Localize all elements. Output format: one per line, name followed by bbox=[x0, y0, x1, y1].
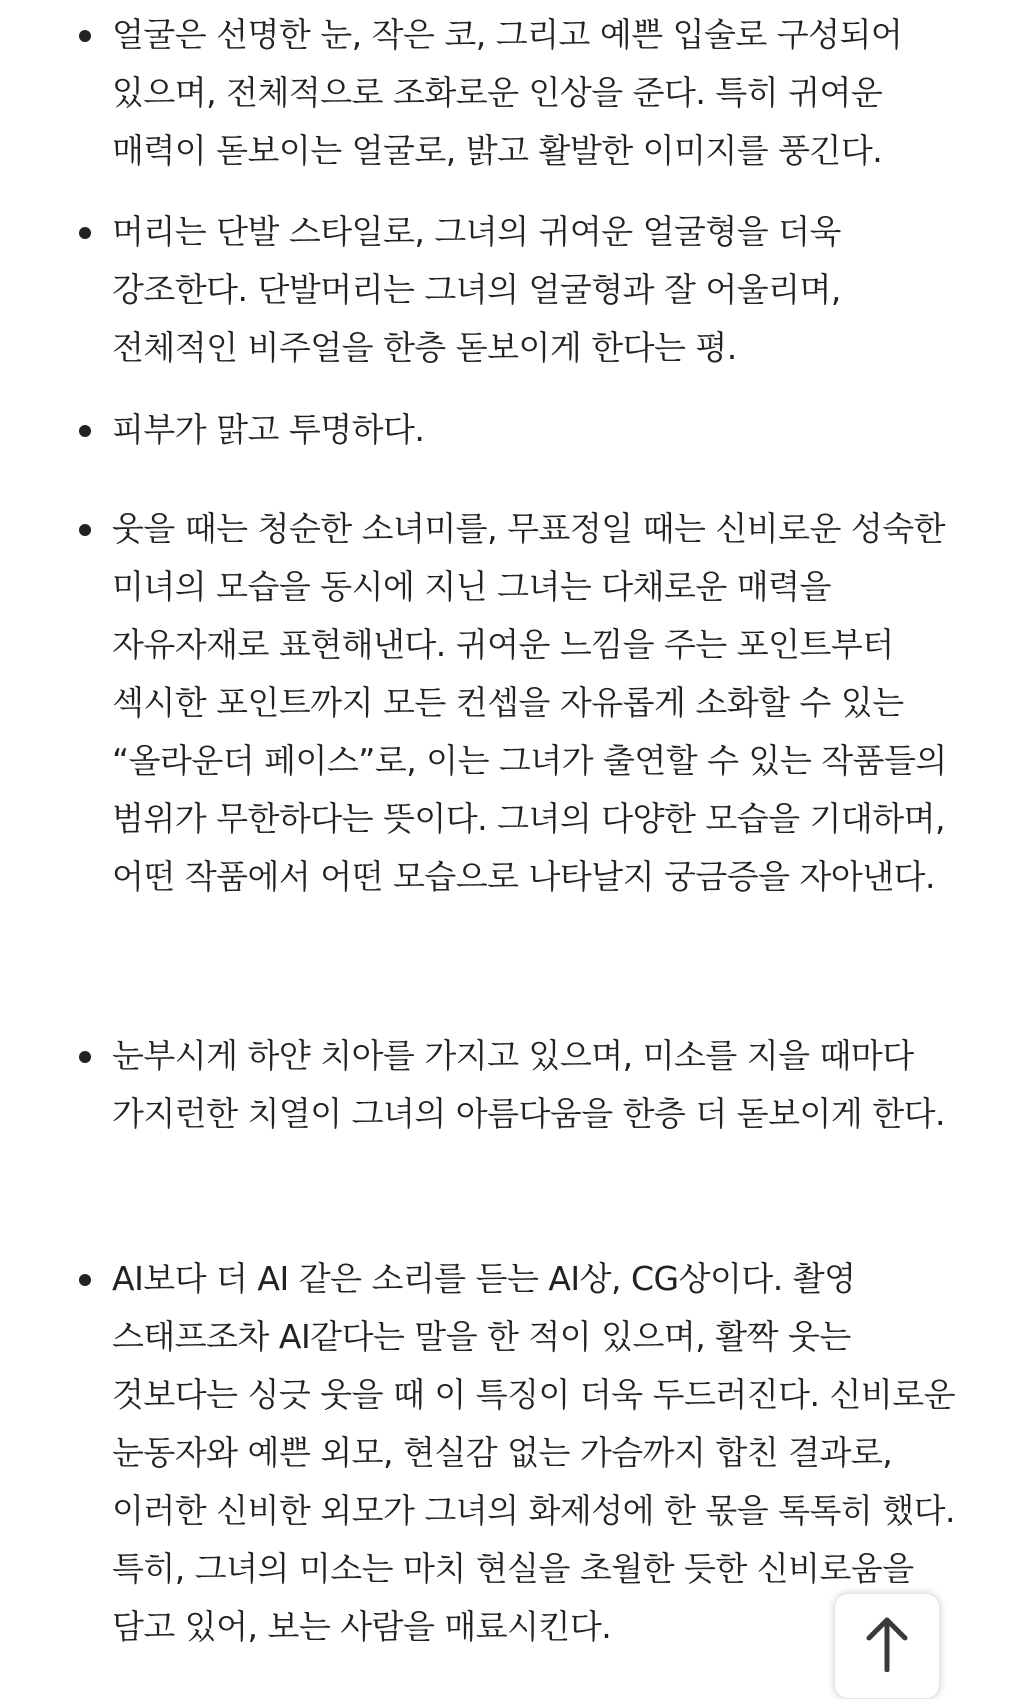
list-item-text: 눈부시게 하얀 치아를 가지고 있으며, 미소를 지을 때마다 가지런한 치열이 그녀의 아름다움을 한층 더 돋보이게 한다. bbox=[112, 1036, 945, 1133]
list-item-text: 피부가 맑고 투명하다. bbox=[112, 410, 425, 449]
list-item bbox=[0, 6, 1024, 180]
bullet-dot-icon bbox=[79, 227, 91, 239]
list-item bbox=[0, 500, 1024, 906]
list-item bbox=[0, 401, 1024, 459]
bullet-dot-icon bbox=[79, 425, 91, 437]
bullet-dot-icon bbox=[79, 1274, 91, 1286]
list-item-text: AI보다 더 AI 같은 소리를 듣는 AI상, CG상이다. 촬영 스태프조차 AI같다는 말을 한 적이 있으며, 활짝 웃는 것보다는 싱긋 웃을 때 이 특징이 더욱 두드러진다. 신비로운 눈동자와 예쁜 외모, 현실감 없는 가슴까지 합친 결과로, 이러한 신비한 외모가 그녀의 화제성에 한 몫을 톡톡히 했다. 특히, 그녀의 미소는 마치 현실을 초월한 듯한 신비로움을 담고 있어, 보는 사람을 매료시킨다. bbox=[112, 1259, 955, 1646]
scroll-to-top-button[interactable] bbox=[834, 1593, 940, 1699]
bullet-dot-icon bbox=[79, 30, 91, 42]
bullet-dot-icon bbox=[79, 1051, 91, 1063]
bullet-dot-icon bbox=[79, 524, 91, 536]
list-item-text: 웃을 때는 청순한 소녀미를, 무표정일 때는 신비로운 성숙한 미녀의 모습을 동시에 지닌 그녀는 다채로운 매력을 자유자재로 표현해낸다. 귀여운 느낌을 주는 포인트부터 섹시한 포인트까지 모든 컨셉을 자유롭게 소화할 수 있는 “올라운더 페이스”로, 이는 그녀가 출연할 수 있는 작품들의 범위가 무한하다는 뜻이다. 그녀의 다양한 모습을 기대하며, 어떤 작품에서 어떤 모습으로 나타날지 궁금증을 자아낸다. bbox=[112, 509, 947, 896]
list-item bbox=[0, 203, 1024, 377]
list-item bbox=[0, 1027, 1024, 1143]
list-item-text: 머리는 단발 스타일로, 그녀의 귀여운 얼굴형을 더욱 강조한다. 단발머리는 그녀의 얼굴형과 잘 어울리며, 전체적인 비주얼을 한층 돋보이게 한다는 평. bbox=[112, 212, 841, 367]
arrow-up-icon bbox=[865, 1616, 909, 1672]
list-item-text: 얼굴은 선명한 눈, 작은 코, 그리고 예쁜 입술로 구성되어 있으며, 전체적으로 조화로운 인상을 준다. 특히 귀여운 매력이 돋보이는 얼굴로, 밝고 활발한 이미지를 풍긴다. bbox=[112, 15, 903, 170]
